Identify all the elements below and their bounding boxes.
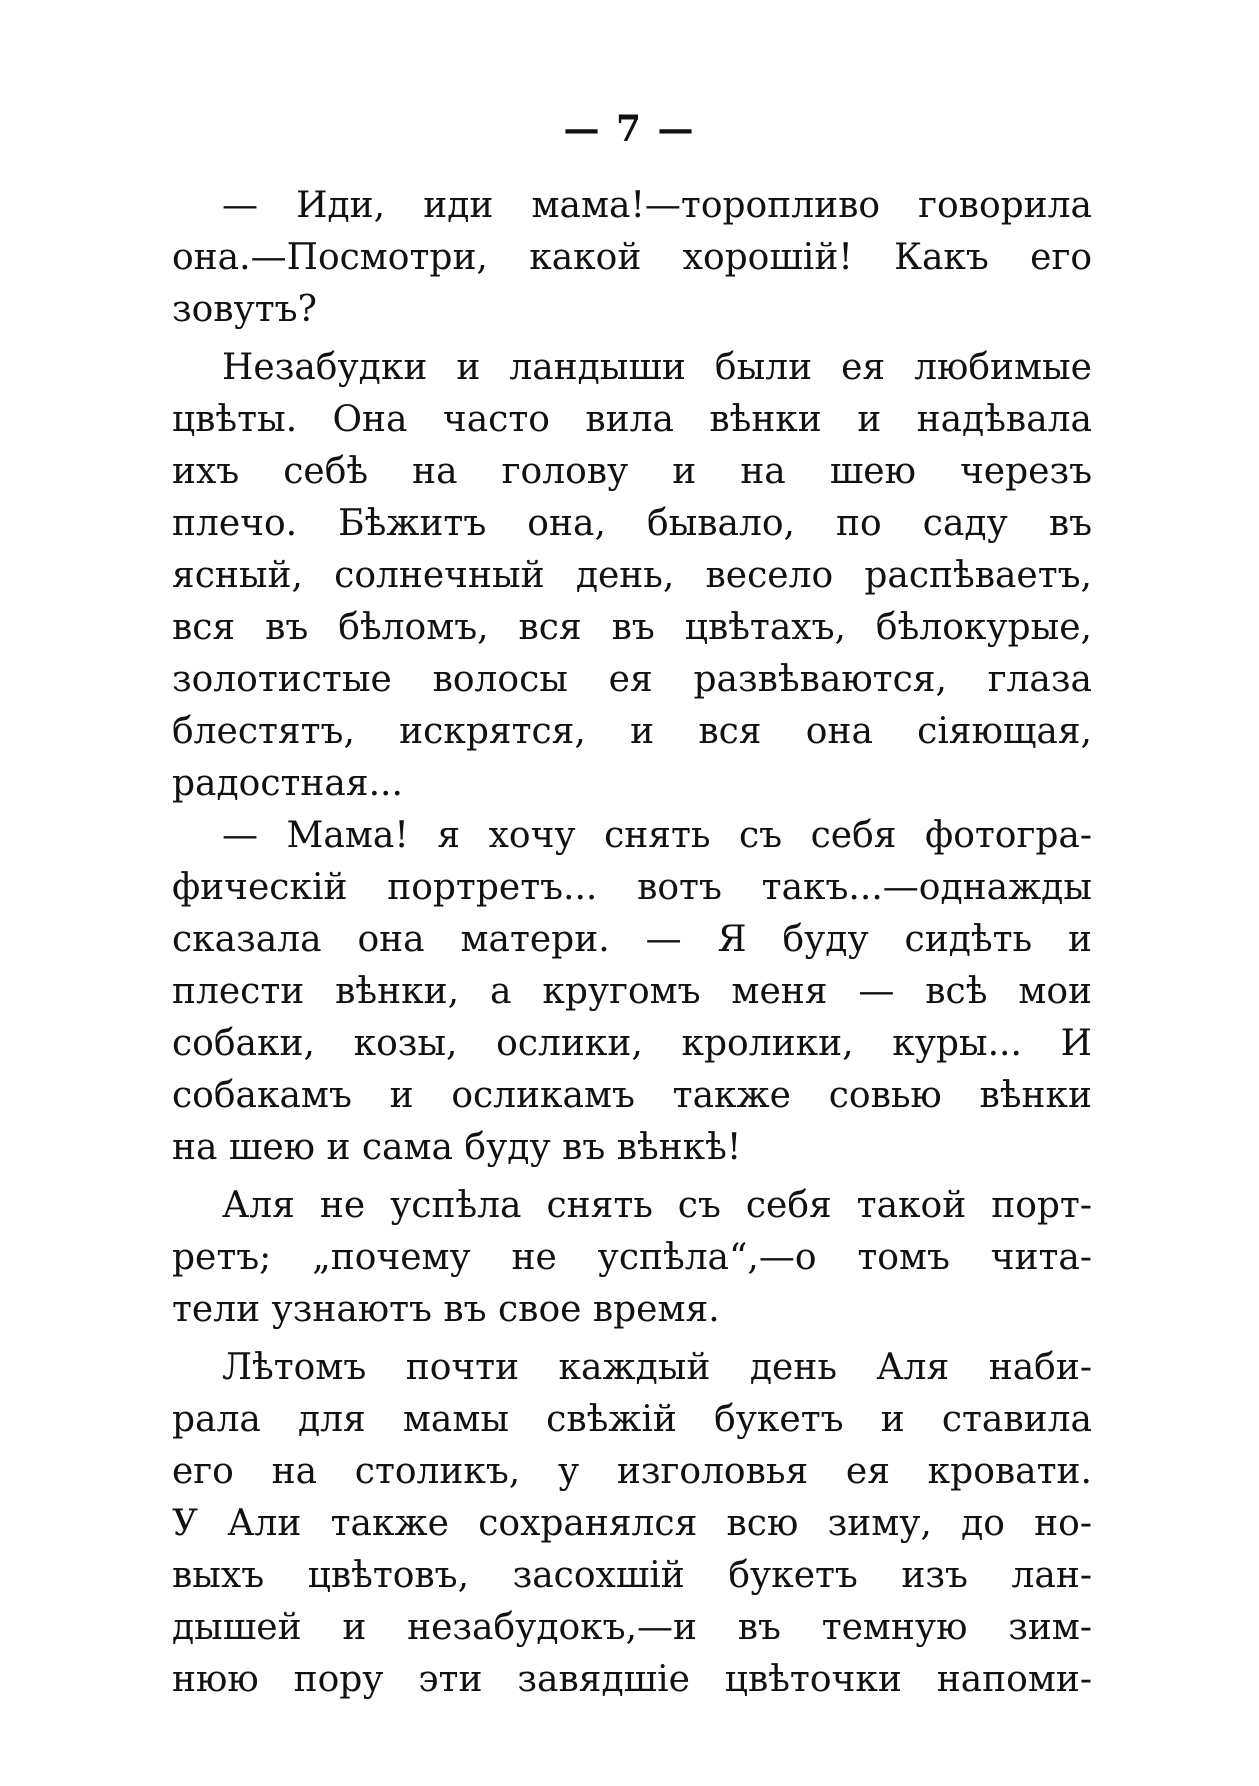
text-line: выхъ цвѣтовъ, засохшій букетъ изъ лан-	[172, 1555, 1092, 1596]
page-text	[172, 180, 1092, 1706]
text-line: его на столикъ, у изголовья ея кровати.	[172, 1451, 1092, 1492]
text-line: нюю пору эти завядшіе цвѣточки напоми-	[172, 1659, 1092, 1700]
text-line: — Мама! я хочу снять съ себя фотогра-	[222, 815, 1092, 856]
text-line: ретъ; „почему не успѣла“,—о томъ чита-	[172, 1237, 1092, 1278]
text-line: на шею и сама буду въ вѣнкѣ!	[172, 1127, 742, 1168]
text-line: зовутъ?	[172, 289, 317, 330]
paragraph-3	[172, 810, 1092, 1174]
paragraph-5	[172, 1342, 1092, 1706]
text-line: У Али также сохранялся всю зиму, до но-	[172, 1503, 1092, 1544]
text-line: собаки, козы, ослики, кролики, куры... И	[172, 1023, 1092, 1064]
text-line: вся въ бѣломъ, вся въ цвѣтахъ, бѣлокурые,	[172, 607, 1092, 648]
text-line: — Иди, иди мама!—торопливо говорила	[222, 185, 1092, 226]
text-line: цвѣты. Она часто вила вѣнки и надѣвала	[172, 399, 1092, 440]
text-line: сказала она матери. — Я буду сидѣть и	[172, 919, 1092, 960]
text-line: Лѣтомъ почти каждый день Аля наби-	[222, 1347, 1092, 1388]
text-line: она.—Посмотри, какой хорошій! Какъ его	[172, 237, 1092, 278]
text-line: дышей и незабудокъ,—и въ темную зим-	[172, 1607, 1092, 1648]
text-line: Аля не успѣла снять съ себя такой порт-	[222, 1185, 1092, 1226]
paragraph-4	[172, 1180, 1092, 1336]
text-line: золотистые волосы ея развѣваются, глаза	[172, 659, 1092, 700]
text-line: плечо. Бѣжитъ она, бывало, по саду въ	[172, 503, 1092, 544]
page-number: — 7 —	[563, 108, 696, 150]
text-line: плести вѣнки, а кругомъ меня — всѣ мои	[172, 971, 1092, 1012]
text-line: ихъ себѣ на голову и на шею черезъ	[172, 451, 1092, 492]
paragraph-2	[172, 342, 1092, 810]
paragraph-1	[172, 180, 1092, 336]
text-line: собакамъ и осликамъ также совью вѣнки	[172, 1075, 1092, 1116]
text-line: тели узнаютъ въ свое время.	[172, 1289, 720, 1330]
text-line: радостная...	[172, 763, 403, 804]
text-line: Незабудки и ландыши были ея любимые	[222, 347, 1092, 388]
text-line: блестятъ, искрятся, и вся она сіяющая,	[172, 711, 1092, 752]
text-line: ясный, солнечный день, весело распѣваетъ,	[172, 555, 1092, 596]
text-line: рала для мамы свѣжій букетъ и ставила	[172, 1399, 1092, 1440]
text-line: фическій портретъ... вотъ такъ...—однажды	[172, 867, 1092, 908]
